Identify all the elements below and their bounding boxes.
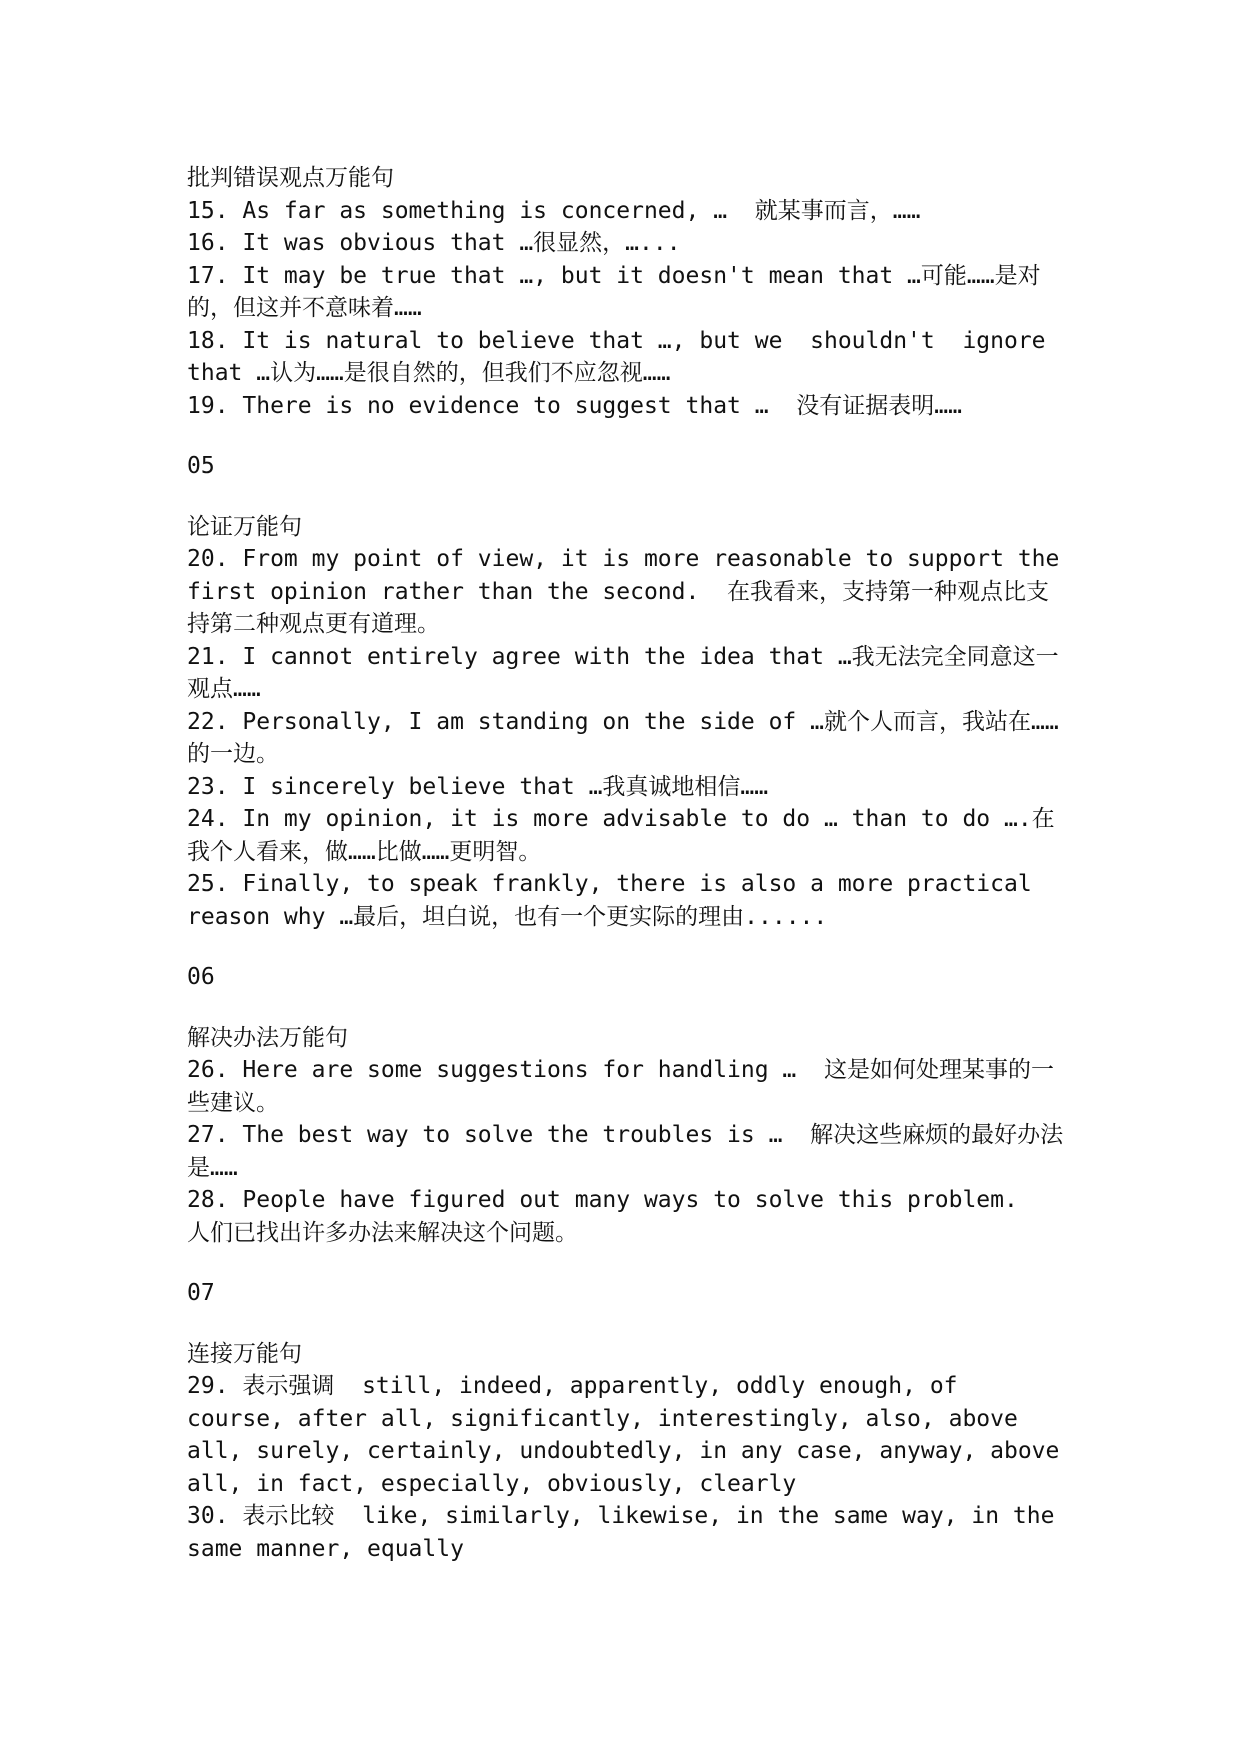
list-item: 21. I cannot entirely agree with the idea that …我无法完全同意这一观点…… <box>187 643 1059 702</box>
list-item: 18. It is natural to believe that …, but we shouldn't ignore that …认为……是很自然的，但我们不应忽视…… <box>187 327 1060 386</box>
list-item: 23. I sincerely believe that …我真诚地相信…… <box>187 773 769 800</box>
section-heading: 论证万能句 <box>187 513 302 540</box>
list-item: 28. People have figured out many ways to solve this problem. 人们已找出许多办法来解决这个问题。 <box>187 1187 1046 1246</box>
section-critique <box>187 162 1067 422</box>
list-item: 25. Finally, to speak frankly, there is also a more practical reason why …最后，坦白说，也有一个更实际的理由...... <box>187 871 1046 930</box>
section-solutions <box>187 961 1067 1249</box>
list-item: 16. It was obvious that …很显然，…... <box>187 230 681 256</box>
section-argument <box>187 450 1074 933</box>
list-item: 20. From my point of view, it is more reasonable to support the first opinion rather than the second. 在我看来，支持第一种观点比支持第二种观点更有道理。 <box>187 546 1074 637</box>
document-page <box>187 162 1074 1565</box>
list-item: 24. In my opinion, it is more advisable to do … than to do ….在我个人看来，做……比做……更明智。 <box>187 806 1055 865</box>
list-item: 26. Here are some suggestions for handling … 这是如何处理某事的一些建议。 <box>187 1057 1054 1116</box>
list-item: 27. The best way to solve the troubles is … 解决这些麻烦的最好办法是…… <box>187 1122 1064 1181</box>
list-item: 17. It may be true that …, but it doesn't mean that …可能……是对的，但这并不意味着…… <box>187 262 1041 321</box>
list-item: 15. As far as something is concerned, … 就某事而言，…… <box>187 197 921 224</box>
list-item: 30. 表示比较 like, similarly, likewise, in the same way, in the same manner, equally <box>187 1503 1069 1562</box>
section-heading: 连接万能句 <box>187 1340 302 1367</box>
section-heading: 批判错误观点万能句 <box>187 165 394 191</box>
section-number: 07 <box>187 1280 215 1306</box>
list-item: 29. 表示强调 still, indeed, apparently, oddly enough, of course, after all, significantly, interestingly, also, above all, surely, certainly, undoubtedly, in any case, anyway, above all, in fact, especially, obviously, clearly <box>187 1373 1074 1497</box>
section-number: 06 <box>187 964 215 990</box>
list-item: 19. There is no evidence to suggest that … 没有证据表明…… <box>187 392 962 419</box>
list-item: 22. Personally, I am standing on the side of …就个人而言，我站在……的一边。 <box>187 708 1059 767</box>
section-connectives <box>187 1277 1074 1565</box>
section-heading: 解决办法万能句 <box>187 1024 348 1051</box>
section-number: 05 <box>187 453 215 479</box>
